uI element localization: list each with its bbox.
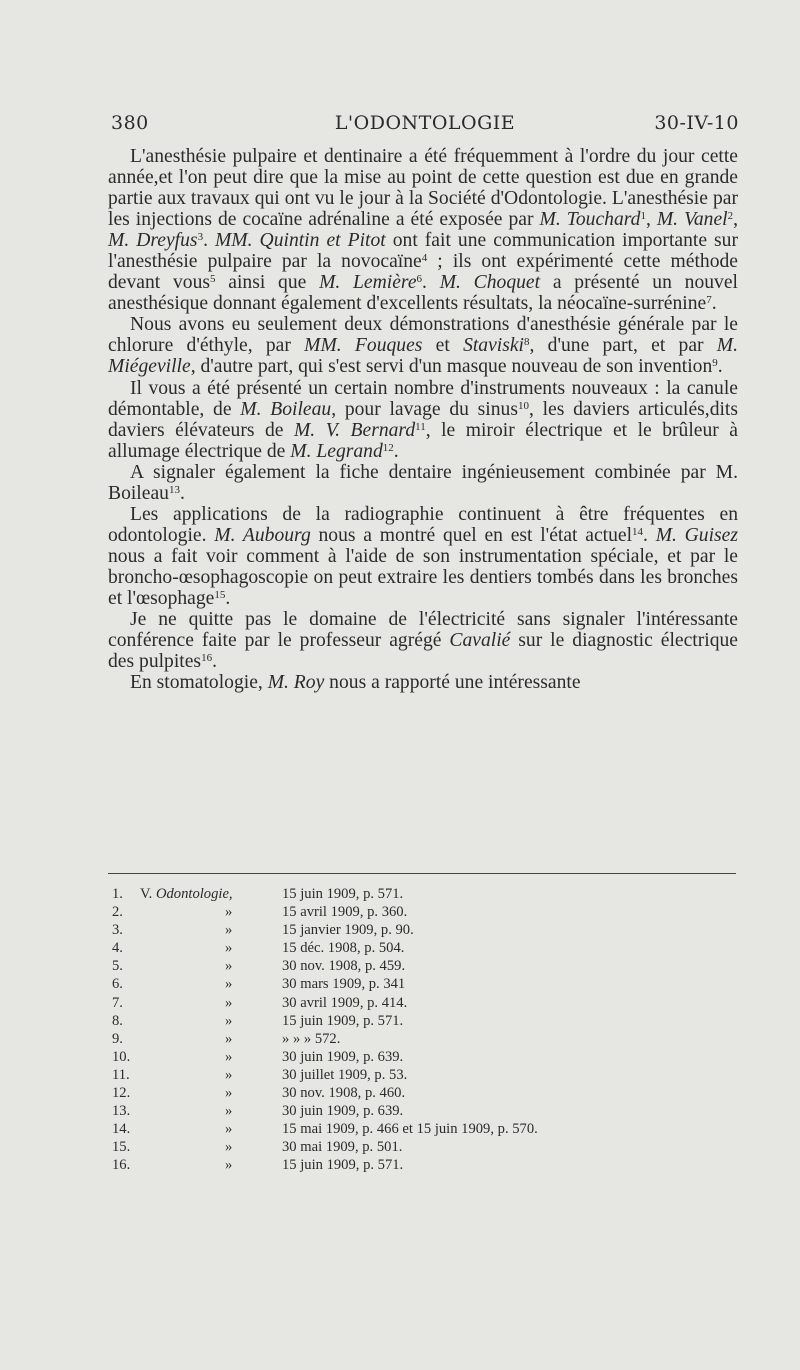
text-run: . xyxy=(212,651,217,673)
text-run: , xyxy=(645,209,657,231)
person-name: M. Lemière xyxy=(319,272,417,294)
footnote xyxy=(112,1012,732,1030)
text-run: Je ne quitte pas le domaine de l'électricité sans signaler l'intéressante conférence faite par le professeur agrégé xyxy=(108,609,738,652)
ditto-mark: » xyxy=(225,994,233,1011)
footnote xyxy=(112,994,732,1012)
ditto-mark: » xyxy=(225,958,233,975)
footnote-ref: 14 xyxy=(632,525,644,538)
footnote-reference: 30 juillet 1909, p. 53. xyxy=(282,1066,408,1083)
footnote-reference: 30 mai 1909, p. 501. xyxy=(282,1139,403,1156)
text-run: Nous avons eu seulement deux démonstrations d'anesthésie générale par le chlorure d'éthyle, par xyxy=(108,314,738,357)
footnote-source-prefix: V. xyxy=(140,886,156,902)
text-run: . xyxy=(643,524,656,546)
footnote xyxy=(112,1120,732,1138)
ditto-mark: » xyxy=(225,1066,233,1083)
text-run: Les applications de la radiographie continuent à être fréquentes en odontologie. xyxy=(108,503,738,546)
ditto-mark: » xyxy=(225,904,233,921)
person-name: M. Legrand xyxy=(290,440,383,462)
footnote xyxy=(112,1030,732,1048)
text-run: , d'autre part, qui s'est servi d'un masque nouveau de son invention xyxy=(190,356,713,378)
paragraph xyxy=(108,609,738,672)
text-run: ainsi que xyxy=(215,272,320,294)
text-run: . xyxy=(203,230,215,252)
footnote-reference: 15 juin 1909, p. 571. xyxy=(282,886,404,902)
ditto-mark: » xyxy=(225,1121,233,1138)
footnote-reference: 30 avril 1909, p. 414. xyxy=(282,994,408,1011)
footnote-number: 14. xyxy=(112,1121,131,1138)
person-name: MM. Quintin et Pitot xyxy=(214,230,386,252)
footnote xyxy=(112,1048,732,1066)
footnote-reference: 30 juin 1909, p. 639. xyxy=(282,1103,404,1120)
footnote-number: 5. xyxy=(112,958,123,975)
footnote-reference: 15 juin 1909, p. 571. xyxy=(282,1012,404,1029)
footnote xyxy=(112,1102,732,1120)
footnote-number: 6. xyxy=(112,976,123,993)
footnote-ref: 13 xyxy=(168,483,180,496)
text-run: . xyxy=(711,293,717,315)
person-name: M. Roy xyxy=(267,672,325,694)
footnote-number: 12. xyxy=(112,1085,131,1102)
text-run: nous a fait voir comment à l'aide de son instrumentation spéciale, et par le broncho-œsophagoscopie on peut extraire les dentiers tombés dans les bronches et l'œsophage xyxy=(108,545,738,609)
footnote-ref: 9 xyxy=(712,357,718,370)
ditto-mark: » xyxy=(225,922,233,939)
footnote-ref: 7 xyxy=(706,294,712,307)
footnote-reference: 15 juin 1909, p. 571. xyxy=(282,1157,404,1174)
footnote-reference: 15 janvier 1909, p. 90. xyxy=(282,922,414,939)
text-run: L'anesthésie pulpaire et dentinaire a été fréquemment à l'ordre du jour cette année,et l'on peut dire que la mise au point de cette question est due en grande partie aux travaux qui ont vu le jour à la Société d'Odontologie. L'anesthésie par les injections de cocaïne adrénaline a été exposée par xyxy=(108,146,738,231)
text-run: A signaler également la fiche dentaire ingénieusement combinée par M. Boileau xyxy=(108,461,738,504)
text-run: sur le diagnostic électrique des pulpites xyxy=(108,630,738,673)
person-name: Cavalié xyxy=(449,630,511,652)
text-run: , les daviers articulés,dits daviers élévateurs de xyxy=(108,398,738,441)
footnote xyxy=(112,939,732,957)
text-run: ont fait une communication importante sur l'anesthésie pulpaire par la novocaïne xyxy=(108,230,738,273)
footnote-number: 8. xyxy=(112,1012,123,1029)
person-name: M. Vanel xyxy=(656,209,728,231)
footnote-ref: 6 xyxy=(416,273,423,286)
footnote-reference: 15 avril 1909, p. 360. xyxy=(282,904,408,921)
footnote-number: 10. xyxy=(112,1048,131,1065)
footnote-ref: 12 xyxy=(382,441,394,454)
ditto-mark: » xyxy=(225,940,233,957)
footnote xyxy=(112,921,732,939)
ditto-mark: » xyxy=(225,1139,233,1156)
text-run: , xyxy=(733,209,739,231)
footnote-number: 15. xyxy=(112,1139,131,1156)
person-name: M. Boileau xyxy=(240,398,332,420)
footnote-source xyxy=(140,885,270,903)
person-name: M. Guisez xyxy=(655,524,738,546)
footnote-ref: 8 xyxy=(524,336,530,349)
paragraph xyxy=(108,378,738,462)
footnote xyxy=(112,957,732,975)
footnote-ref: 1 xyxy=(640,210,646,223)
text-run: . xyxy=(422,272,440,294)
paragraph xyxy=(108,504,738,609)
footnote-reference: 15 déc. 1908, p. 504. xyxy=(282,940,405,957)
footnote-number: 1. xyxy=(112,886,123,902)
paragraph xyxy=(108,672,738,693)
footnote-ref: 10 xyxy=(517,399,529,412)
footnote-reference: 15 mai 1909, p. 466 et 15 juin 1909, p. 570. xyxy=(282,1121,538,1138)
person-name: M. Dreyfus xyxy=(108,230,198,252)
footnote xyxy=(112,885,732,903)
ditto-mark: » xyxy=(225,1030,233,1047)
text-run: . xyxy=(179,482,185,504)
footnote-reference: 30 juin 1909, p. 639. xyxy=(282,1048,404,1065)
text-run: . xyxy=(225,587,231,609)
footnote-number: 9. xyxy=(112,1030,123,1047)
ditto-mark: » xyxy=(225,1048,233,1065)
text-run: a présenté un nouvel anesthésique donnant également d'excellents résultats, la néocaïne-surrénine xyxy=(108,272,738,315)
footnote-ref: 15 xyxy=(214,588,226,601)
footnote xyxy=(112,1084,732,1102)
footnotes xyxy=(112,885,732,1175)
ditto-mark: » xyxy=(225,1085,233,1102)
footnote xyxy=(112,903,732,921)
footnote-ref: 3 xyxy=(197,231,204,244)
text-run: , d'une part, et par xyxy=(529,335,717,357)
footnote xyxy=(112,1138,732,1156)
text-run: Il vous a été présenté un certain nombre d'instruments nouveaux : la canule démontable, de xyxy=(108,377,738,420)
paragraph xyxy=(108,146,738,314)
ditto-mark: » xyxy=(225,1103,233,1120)
person-name: MM. Fouques xyxy=(304,335,423,357)
journal-name: Odontologie, xyxy=(155,886,233,902)
person-name: M. Choquet xyxy=(439,272,541,294)
issue-date: 30-IV-10 xyxy=(654,112,739,134)
footnote-number: 3. xyxy=(112,922,123,939)
footnote-ref: 11 xyxy=(415,420,426,433)
person-name: M. Miégeville xyxy=(108,335,739,378)
ditto-mark: » xyxy=(225,1012,233,1029)
footnote-reference: 30 nov. 1908, p. 459. xyxy=(282,958,406,975)
paragraph xyxy=(108,314,738,377)
text-run: . xyxy=(717,356,723,378)
text-run: nous a rapporté une intéressante xyxy=(324,672,581,694)
footnote xyxy=(112,1066,732,1084)
footnote xyxy=(112,975,732,993)
text-run: . xyxy=(393,440,399,462)
ditto-mark: » xyxy=(225,1157,233,1174)
footnote-reference: 30 mars 1909, p. 341 xyxy=(282,976,406,993)
footnote-rule xyxy=(108,873,736,874)
text-run: En stomatologie, xyxy=(130,672,268,694)
text-run: , le miroir électrique et le brûleur à allumage électrique de xyxy=(108,419,738,462)
person-name: M. Aubourg xyxy=(214,524,311,546)
footnote-reference: » » » 572. xyxy=(282,1030,341,1047)
person-name: M. Touchard xyxy=(539,209,641,231)
journal-title: L'ODONTOLOGIE xyxy=(334,112,516,134)
footnote-reference: 30 nov. 1908, p. 460. xyxy=(282,1085,406,1102)
footnote-ref: 16 xyxy=(201,652,213,665)
footnote-number: 11. xyxy=(112,1066,130,1083)
text-run: et xyxy=(422,335,464,357)
footnote-ref: 5 xyxy=(210,273,216,286)
footnote-ref: 2 xyxy=(727,210,734,223)
person-name: M. V. Bernard xyxy=(293,419,416,441)
footnote-number: 7. xyxy=(112,994,123,1011)
text-run: ; ils ont expérimenté cette méthode devant vous xyxy=(108,251,738,294)
footnote-number: 16. xyxy=(112,1157,131,1174)
footnote-ref: 4 xyxy=(421,252,428,265)
footnote-number: 2. xyxy=(112,904,123,921)
footnote-number: 13. xyxy=(112,1103,131,1120)
paragraph xyxy=(108,462,738,504)
person-name: Staviski xyxy=(463,335,525,357)
text-run: nous a montré quel en est l'état actuel xyxy=(310,524,633,546)
ditto-mark: » xyxy=(225,976,233,993)
footnote-number: 4. xyxy=(112,940,123,957)
footnote xyxy=(112,1156,732,1174)
running-header xyxy=(111,112,739,142)
page-number: 380 xyxy=(111,112,149,134)
text-run: , pour lavage du sinus xyxy=(331,398,518,420)
body-text xyxy=(108,146,738,693)
